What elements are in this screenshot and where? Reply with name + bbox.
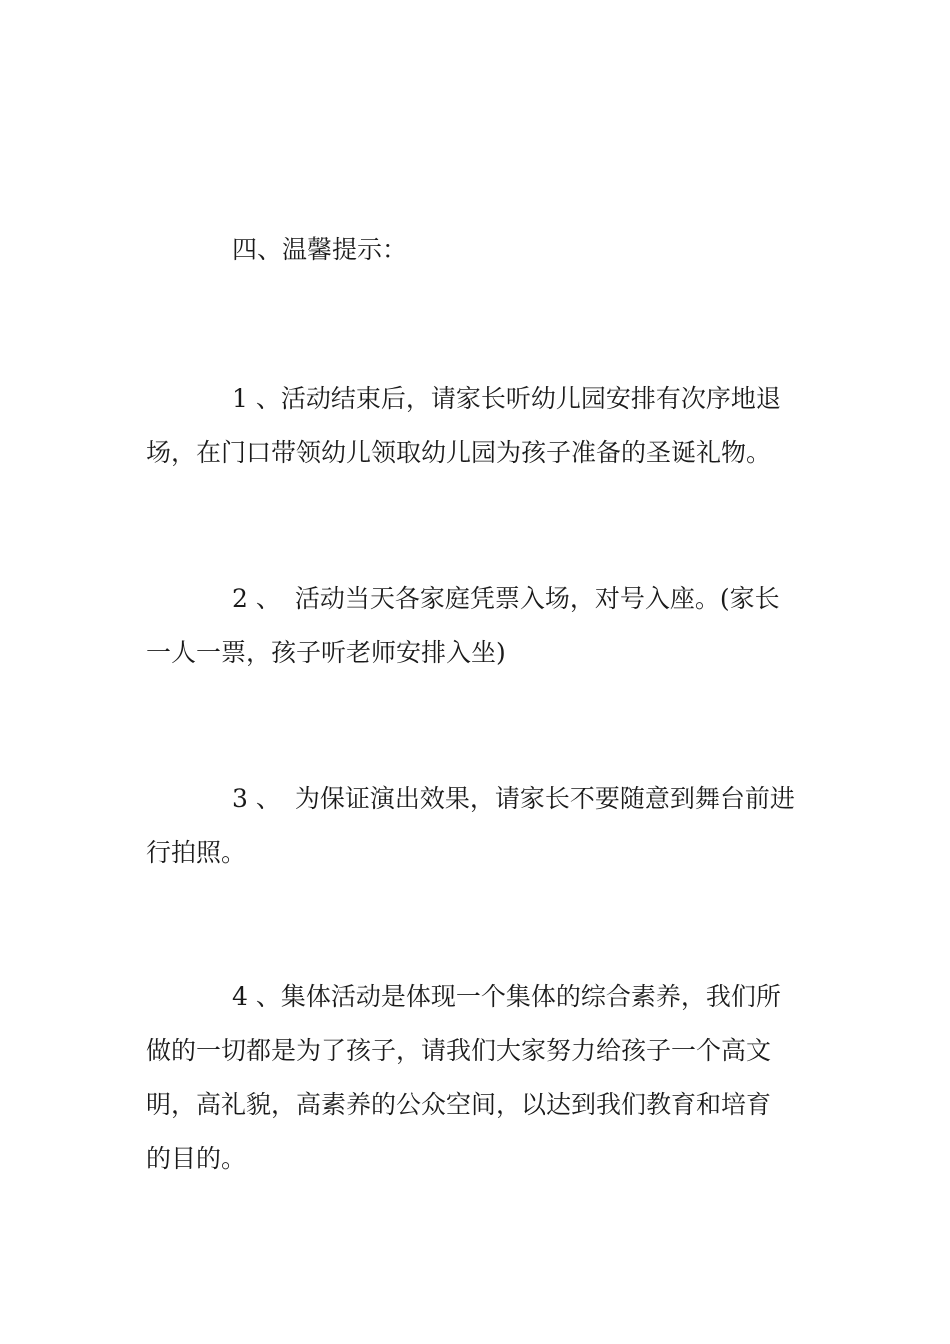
tip-item-4-line-1 xyxy=(146,970,806,1024)
tip-item-2 xyxy=(146,572,806,680)
tip-item-4-number: 4 、 xyxy=(232,982,281,1011)
tip-item-4-line-3: 明，高礼貌，高素养的公众空间，以达到我们教育和培育 xyxy=(146,1090,772,1119)
tip-item-4-text-1: 集体活动是体现一个集体的综合素养，我们所 xyxy=(280,982,781,1011)
tip-item-3 xyxy=(146,772,806,880)
tip-item-2-line-2: 一人一票，孩子听老师安排入坐) xyxy=(146,638,506,667)
tip-item-3-line-1 xyxy=(146,772,806,826)
tip-item-1-line-2: 场，在门口带领幼儿领取幼儿园为孩子准备的圣诞礼物。 xyxy=(146,438,772,467)
tip-item-4-line-4: 的目的。 xyxy=(146,1144,247,1173)
tip-item-3-text-1: 为保证演出效果，请家长不要随意到舞台前进 xyxy=(294,784,795,813)
tip-item-1-text-1: 活动结束后，请家长听幼儿园安排有次序地退 xyxy=(280,384,781,413)
section-heading: 四、温馨提示： xyxy=(232,235,408,264)
tip-item-1-number: 1 、 xyxy=(232,384,281,413)
tip-item-2-line-1 xyxy=(146,572,806,626)
tip-item-4 xyxy=(146,970,806,1186)
tip-item-4-line-2: 做的一切都是为了孩子，请我们大家努力给孩子一个高文 xyxy=(146,1036,772,1065)
tip-item-2-number: 2 、 xyxy=(232,584,281,613)
tip-item-2-text-1: 活动当天各家庭凭票入场，对号入座。(家长 xyxy=(294,584,780,613)
tip-item-3-line-2: 行拍照。 xyxy=(146,838,247,867)
tip-item-1-line-1 xyxy=(146,372,806,426)
tip-item-1 xyxy=(146,372,806,480)
tip-item-3-number: 3 、 xyxy=(232,784,281,813)
